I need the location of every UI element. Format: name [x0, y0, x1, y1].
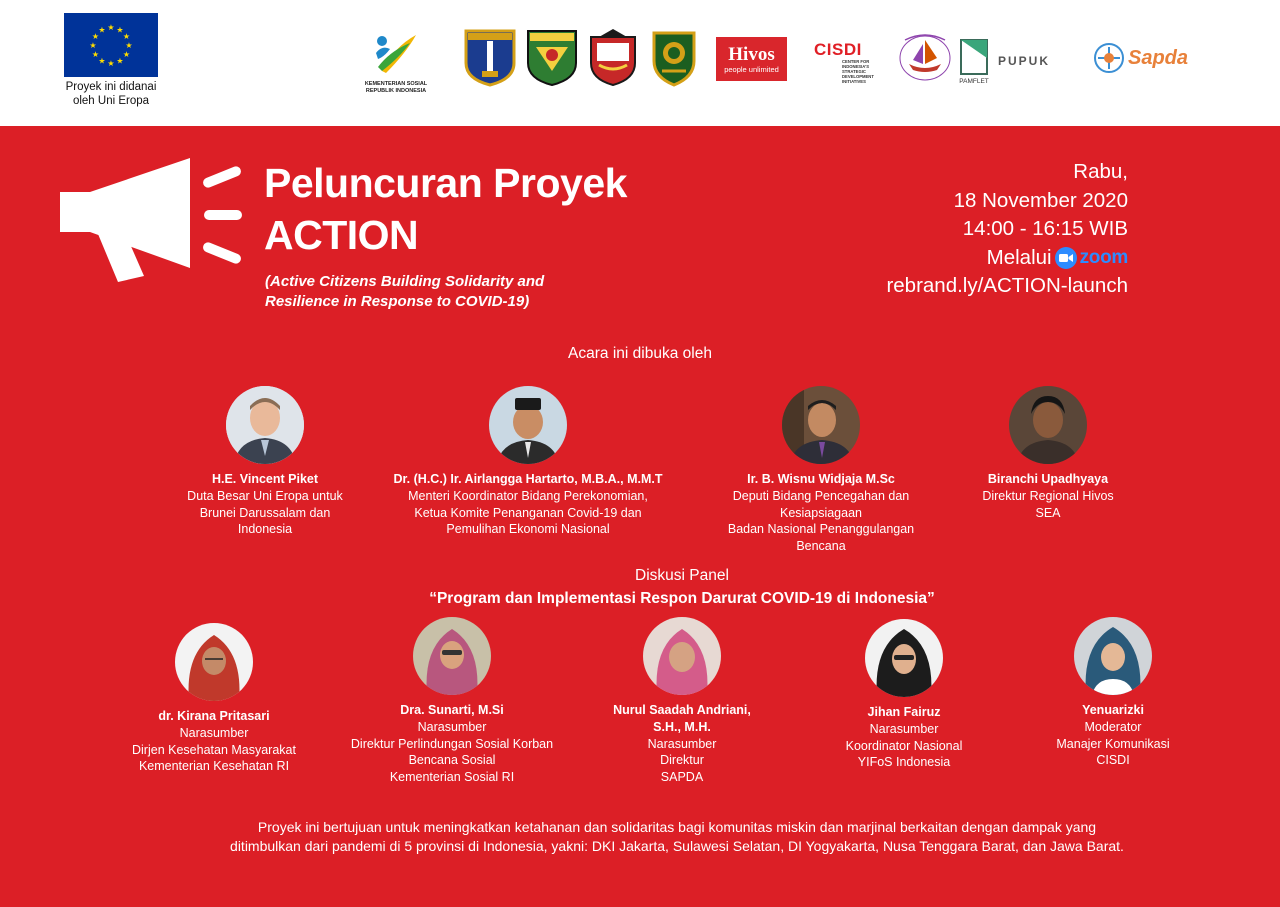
panelist-photo — [1074, 617, 1152, 695]
cisdi-tagline-line: INDONESIA'S STRATEGIC — [842, 64, 870, 74]
sapda-logo — [1092, 40, 1216, 76]
event-time: 14:00 - 16:15 WIB — [962, 217, 1128, 240]
speaker-role-line: Indonesia — [237, 522, 293, 537]
event-schedule — [886, 158, 1128, 301]
panelist-role-line: YIFoS Indonesia — [857, 755, 951, 770]
panelist-role-line: Direktur — [660, 753, 704, 768]
svg-text:★: ★ — [122, 50, 131, 59]
panelist-role-line: Koordinator Nasional — [845, 738, 963, 753]
speaker-role-line: Ketua Komite Penanganan Covid-19 dan — [414, 505, 642, 520]
panelist-role-line: Direktur Perlindungan Sosial Korban — [350, 736, 554, 751]
lombok-timur-crest-logo — [524, 27, 580, 87]
event-title-line: ACTION — [264, 212, 419, 258]
event-date: 18 November 2020 — [953, 188, 1128, 212]
panel-heading: Diskusi Panel — [635, 567, 729, 584]
speaker-role-line: Badan Nasional Penanggulangan — [727, 522, 915, 537]
pupuk-name: PUPUK — [998, 53, 1051, 68]
cisdi-tagline-line: DEVELOPMENT INITIATIVES — [842, 74, 874, 84]
megaphone-icon — [58, 156, 248, 292]
svg-text:★: ★ — [116, 25, 124, 35]
hivos-name: Hivos — [728, 43, 775, 65]
speaker-card — [174, 386, 356, 538]
svg-text:★: ★ — [107, 23, 115, 32]
cisdi-name: CISDI — [814, 40, 862, 59]
kemensos-caption-line: REPUBLIK INDONESIA — [365, 88, 427, 94]
event-subtitle-line: (Active Citizens Building Solidarity and — [265, 273, 545, 290]
panelist-role-line: Kementerian Sosial RI — [389, 770, 515, 785]
pamflet-logo — [957, 36, 991, 86]
svg-text:★: ★ — [125, 41, 133, 50]
panelist-name: dr. Kirana Pritasari — [158, 709, 270, 723]
speaker-role-line: SEA — [1035, 505, 1061, 520]
panelist-name: Nurul Saadah Andriani, — [613, 703, 751, 717]
pamflet-name: PAMFLET — [959, 77, 989, 85]
speaker-name: Dr. (H.C.) Ir. Airlangga Hartarto, M.B.A., M.M.T — [393, 472, 663, 486]
panelist-photo — [865, 619, 943, 697]
svg-text:★: ★ — [91, 32, 100, 41]
svg-text:★: ★ — [116, 56, 124, 66]
panelist-role-line: Bencana Sosial — [408, 753, 496, 768]
panelist-role-line: Narasumber — [869, 721, 939, 736]
sapda-emblem-icon — [1092, 42, 1126, 74]
partner-logo-bar — [0, 0, 1280, 125]
panelist-role-line: Narasumber — [417, 719, 487, 734]
eu-caption-line: Proyek ini didanai — [65, 81, 157, 93]
hivos-logo — [716, 37, 787, 81]
hivos-tagline: people unlimited — [724, 64, 779, 74]
panelist-role-line: SAPDA — [660, 770, 704, 785]
panelist-role-line: Dirjen Kesehatan Masyarakat — [132, 742, 296, 757]
speaker-photo — [782, 386, 860, 464]
panelist-role-line: CISDI — [1096, 753, 1130, 768]
cisdi-tagline-line: CENTER FOR — [842, 59, 870, 64]
panelist-name: Jihan Fairuz — [867, 705, 941, 719]
eu-funding-caption — [52, 80, 170, 108]
sapda-name: Sapda — [1128, 47, 1189, 69]
svg-text:★: ★ — [98, 25, 106, 35]
panelist-name: Dra. Sunarti, M.Si — [400, 703, 504, 717]
zoom-wordmark: zoom — [1079, 246, 1128, 268]
project-description-line: ditimbulkan dari pandemi di 5 provinsi di Indonesia, yakni: DKI Jakarta, Sulawesi Selatan, DI Yogyakarta, Nusa Tenggara Barat, dan Jawa Barat. — [230, 838, 1124, 854]
eu-caption-line: oleh Uni Eropa — [72, 95, 150, 107]
speaker-role-line: Menteri Koordinator Bidang Perekonomian, — [408, 488, 648, 503]
kapal-perempuan-logo — [897, 28, 953, 86]
event-link[interactable]: rebrand.ly/ACTION-launch — [886, 274, 1128, 297]
pupuk-logo — [998, 46, 1088, 76]
event-day: Rabu, — [1073, 160, 1128, 183]
speaker-name: Ir. B. Wisnu Widjaja M.Sc — [747, 472, 895, 486]
speaker-name: Biranchi Upadhyaya — [987, 472, 1109, 486]
speaker-role-line: Deputi Bidang Pencegahan dan — [732, 488, 910, 503]
event-platform — [987, 244, 1128, 273]
svg-text:★: ★ — [89, 41, 97, 50]
panelist-card — [1030, 617, 1196, 769]
speaker-role-line: Pemulihan Ekonomi Nasional — [446, 522, 610, 537]
event-subtitle-line: Resilience in Response to COVID-19) — [265, 293, 530, 310]
panelist-photo — [643, 617, 721, 695]
speaker-role-line: Brunei Darussalam dan — [199, 505, 331, 520]
project-description — [110, 818, 1244, 856]
svg-text:★: ★ — [91, 50, 100, 59]
speaker-card — [960, 386, 1136, 521]
speaker-role-line: Kesiapsiagaan — [779, 505, 862, 520]
speaker-role-line: Direktur Regional Hivos — [982, 488, 1114, 503]
panelist-card — [592, 617, 772, 786]
speaker-card — [704, 386, 938, 555]
panelist-name-line: S.H., M.H. — [653, 719, 711, 734]
panelist-photo — [175, 623, 253, 701]
cisdi-logo — [814, 42, 894, 82]
kemensos-emblem-icon — [372, 27, 420, 77]
panelist-name: Yenuarizki — [1082, 703, 1144, 717]
panelist-photo — [413, 617, 491, 695]
speaker-photo — [1009, 386, 1087, 464]
svg-text:★: ★ — [98, 56, 106, 66]
yogyakarta-crest-logo — [646, 27, 702, 87]
kemensos-logo — [358, 22, 434, 100]
panel-title: “Program dan Implementasi Respon Darurat COVID-19 di Indonesia” — [429, 590, 935, 607]
panelist-role-line: Manajer Komunikasi — [1056, 736, 1170, 751]
panelist-card — [332, 617, 572, 786]
panelist-role-line: Narasumber — [179, 725, 249, 740]
eu-stars-icon — [64, 13, 158, 77]
opening-heading: Acara ini dibuka oleh — [568, 345, 712, 362]
eu-flag-logo — [64, 13, 158, 77]
kemensos-caption-line: KEMENTERIAN SOSIAL — [364, 81, 428, 87]
speaker-photo — [226, 386, 304, 464]
speaker-role-line: Duta Besar Uni Eropa untuk — [187, 488, 343, 503]
panelist-card — [816, 619, 992, 771]
project-description-line: Proyek ini bertujuan untuk meningkatkan ketahanan dan solidaritas bagi komunitas miskin dan marjinal berkaitan dengan dampak yang — [257, 819, 1097, 835]
svg-text:★: ★ — [107, 59, 115, 68]
event-title-line: Peluncuran Proyek — [264, 160, 627, 206]
speaker-card — [372, 386, 684, 538]
speaker-name: H.E. Vincent Piket — [211, 472, 319, 486]
svg-text:★: ★ — [122, 32, 131, 41]
speaker-photo — [489, 386, 567, 464]
panelist-role-line: Narasumber — [647, 736, 717, 751]
event-title — [264, 157, 627, 261]
panelist-role-line: Moderator — [1084, 719, 1142, 734]
zoom-camera-icon — [1055, 247, 1077, 269]
makassar-crest-logo — [585, 27, 641, 87]
speaker-role-line: Bencana — [796, 539, 846, 554]
event-via-label: Melalui — [986, 245, 1052, 269]
panelist-card — [118, 623, 310, 775]
event-subtitle — [265, 272, 625, 312]
dki-jakarta-crest-logo — [462, 27, 518, 87]
panelist-role-line: Kementerian Kesehatan RI — [138, 759, 290, 774]
